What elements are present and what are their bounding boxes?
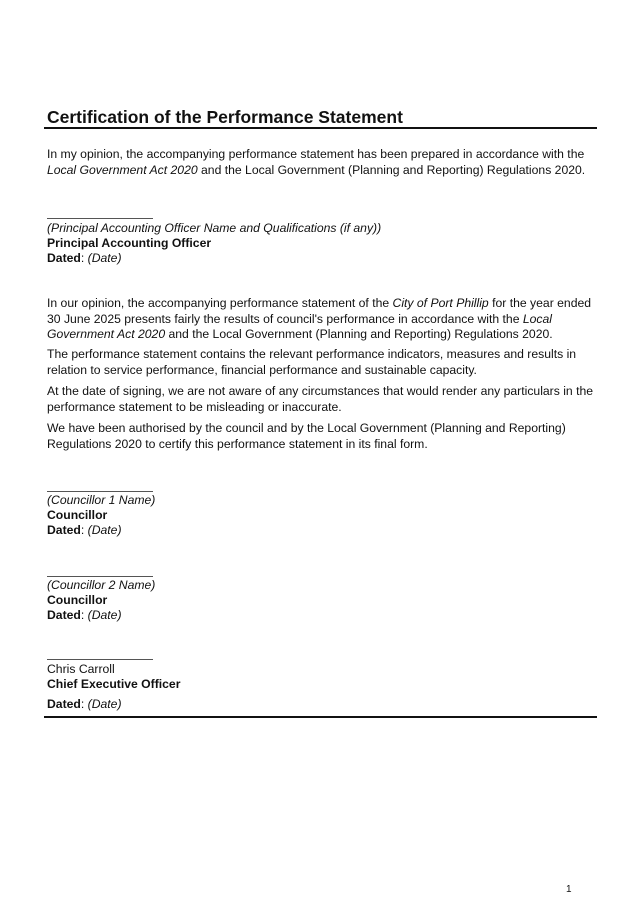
signature-block-pao [47, 221, 381, 266]
council-name: City of Port Phillip [392, 296, 489, 310]
date-placeholder: (Date) [87, 523, 122, 537]
date-placeholder: (Date) [87, 608, 122, 622]
signature-line-councillor-2[interactable] [47, 576, 153, 577]
dated-line: Dated: (Date) [47, 523, 122, 537]
signature-block-councillor-1 [47, 493, 155, 538]
signatory-role: Chief Executive Officer [47, 677, 181, 691]
dated-line: Dated: (Date) [47, 608, 122, 622]
date-placeholder: (Date) [87, 697, 122, 711]
signatory-role: Councillor [47, 508, 108, 522]
signatory-name: (Councillor 2 Name) [47, 578, 156, 592]
section-end-rule [44, 716, 597, 718]
signatory-name: (Councillor 1 Name) [47, 493, 156, 507]
act-reference: Local Government Act 2020 [47, 162, 198, 177]
title-underline [44, 107, 597, 129]
signature-line-ceo[interactable] [47, 659, 153, 660]
signatory-role: Councillor [47, 593, 108, 607]
authorisation-paragraph: We have been authorised by the council and by the Local Government (Planning and Reporting) Regulations 2020 to certify this performance statement in its final form. [47, 421, 566, 451]
signature-block-councillor-2 [47, 578, 155, 623]
date-placeholder: (Date) [87, 251, 122, 265]
page-title: Certification of the Performance Statement [47, 107, 403, 127]
signatory-name: Chris Carroll [47, 662, 115, 676]
dated-line: Dated: (Date) [47, 251, 122, 265]
indicators-paragraph: The performance statement contains the relevant performance indicators, measures and results in relation to service performance, financial performance and sustainable capacity. [47, 347, 577, 377]
act-reference: Local Government Act 2020 [47, 311, 553, 342]
page-number: 1 [566, 884, 572, 895]
opinion-paragraph-pao: In my opinion, the accompanying performance statement has been prepared in accordance with the Local Government Act 2020 and the Local Government (Planning and Reporting) Regulations 2020. [47, 147, 586, 177]
signature-line-pao[interactable] [47, 218, 153, 219]
signature-line-councillor-1[interactable] [47, 491, 153, 492]
signature-block-ceo [47, 662, 180, 712]
opinion-paragraph-council: In our opinion, the accompanying performance statement of the City of Port Phillip for the year ended 30 June 2025 presents fairly the results of council's performance in accordance with the Local Government Act 2020 and the Local Government (Planning and Reporting) Regulations 2020. [47, 296, 592, 342]
circumstances-paragraph: At the date of signing, we are not aware of any circumstances that would render any particulars in the performance statement to be misleading or inaccurate. [47, 384, 594, 414]
dated-line: Dated: (Date) [47, 697, 122, 711]
signatory-name: (Principal Accounting Officer Name and Qualifications (if any)) [47, 221, 382, 235]
signatory-role: Principal Accounting Officer [47, 236, 212, 250]
